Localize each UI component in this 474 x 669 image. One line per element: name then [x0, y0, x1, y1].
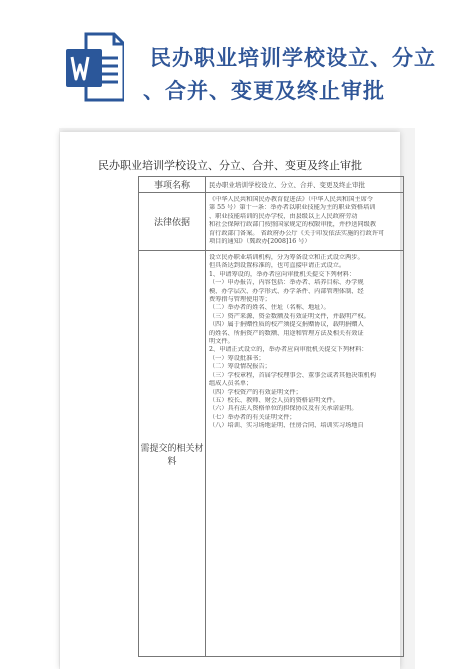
legal-basis-line: 项目的通知》（冀政办[2008]16 号） [209, 238, 311, 246]
document-title-line-2[interactable]: 、合并、变更及终止审批 [143, 79, 385, 103]
required-materials-content [206, 251, 404, 657]
preview-header [0, 0, 474, 125]
word-document-icon [66, 32, 124, 102]
approval-info-table [138, 176, 404, 657]
legal-basis-line: 《中华人民共和国民办教育促进法》（中华人民共和国主席令 [209, 196, 373, 203]
materials-line: （一）申办报告，内容包括：举办者、培养目标、办学规 [209, 279, 364, 287]
legal-basis-content [206, 193, 404, 251]
item-name-header: 事项名称 [139, 177, 206, 193]
legal-basis-line: 、职业技能培训的民办学校，由县级以上人民政府劳动 [209, 212, 358, 220]
materials-line: （三）资产来源、资金数额及有效证明文件，并载明产权。 [209, 312, 370, 320]
item-name-value: 民办职业培训学校设立、分立、合并、变更及终止审批 [206, 177, 404, 193]
legal-basis-label: 法律依据 [139, 193, 206, 251]
materials-line: （一）筹设批准书； [209, 354, 265, 362]
materials-line: （五）校长、教师、财会人员的资格证明文件。 [209, 396, 339, 404]
materials-line: 但具备达到设置标准的，也可直接申请正式设立。 [209, 262, 346, 270]
materials-line: （二）举办者的姓名、住址（名称、地址）。 [209, 304, 330, 312]
materials-line: 2、申请正式设立的，举办者应向审批机关提交下列材料： [209, 346, 368, 354]
materials-line: （四）属于捐赠性质的校产须提交捐赠协议，载明捐赠人 [209, 321, 364, 329]
materials-line: （六）具有法人资格单位的担保协议及有关承诺证明。 [209, 405, 358, 413]
materials-line: 的姓名、所捐资产的数额、用途和管理方法及相关有效证 [209, 329, 364, 337]
legal-basis-line: 育行政部门备案。 省政府办公厅《关于印发依法实施的行政许可 [209, 229, 385, 237]
materials-line: 组成人员名单； [209, 380, 253, 388]
materials-line: （二）筹设情况报告； [209, 363, 271, 371]
materials-line: （三）学校章程，首届学校理事会、董事会或者其他决策机构 [209, 371, 377, 379]
materials-line: （八）培训、实习场地证明、住房合同、培训实习场地自 [209, 422, 364, 430]
materials-line: （七）举办者的有关证明文件； [209, 413, 296, 421]
materials-line: 明文件。 [209, 338, 234, 346]
legal-basis-line: 和社会保障行政部门按照国家规定的权限审批，并抄送同级教 [209, 221, 377, 229]
document-title-line-1[interactable]: 民办职业培训学校设立、分立 [150, 46, 436, 70]
materials-line: 设立民办职业培训机构，分为筹备设立和正式设立两步。 [209, 254, 364, 261]
document-page-title: 民办职业培训学校设立、分立、合并、变更及终止审批 [98, 159, 362, 172]
materials-line: 模、办学层次、办学形式、办学条件、内部管理体制、经 [209, 287, 364, 295]
materials-line: （四）学校资产的有效证明文件； [209, 388, 302, 396]
legal-basis-line: 第 55 号）第十一条：举办者以职业技能为主的职业资格培训 [209, 204, 376, 212]
required-materials-label: 需提交的相关材料 [139, 251, 206, 657]
materials-line: 1、申请筹设的，举办者应向审批机关提交下列材料： [209, 270, 356, 278]
materials-line: 费筹措与管理使用等； [209, 296, 271, 304]
